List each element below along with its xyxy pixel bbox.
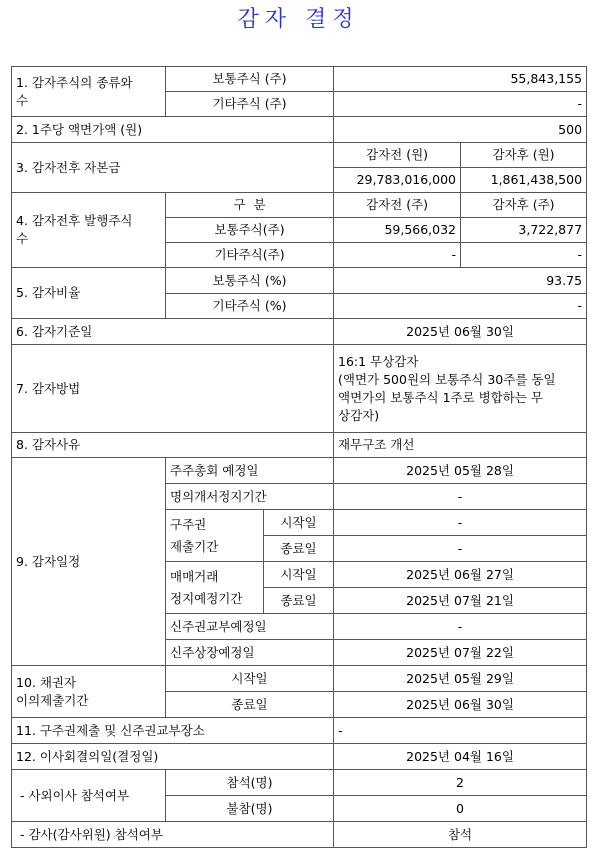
row9-suspend-value: -: [334, 484, 587, 510]
row2-value: 500: [334, 117, 587, 143]
row5-common-value: 93.75: [334, 268, 587, 294]
row12-value: 2025년 04월 16일: [334, 744, 587, 770]
row9-cert-start-label: 시작일: [264, 510, 334, 536]
row5-other-label: 기타주식 (%): [166, 294, 334, 319]
auditor-value: 참석: [334, 822, 587, 848]
row9-trade-label: 매매거래 정지예정기간: [166, 562, 264, 614]
row12-label: 12. 이사회결의일(결정일): [12, 744, 334, 770]
row4-label: 4. 감자전후 발행주식 수: [12, 193, 166, 268]
row7-value: 16:1 무상감자 (액면가 500원의 보통주식 30주를 동일 액면가의 보통주식 1주로 병합하는 무 상감자): [334, 345, 587, 433]
row9-cert-label: 구주권 제출기간: [166, 510, 264, 562]
row9-listing-value: 2025년 07월 22일: [334, 640, 587, 666]
row9-newcert-label: 신주권교부예정일: [166, 614, 334, 640]
row9-trade-start-value: 2025년 06월 27일: [334, 562, 587, 588]
outside-attend-value: 2: [334, 770, 587, 796]
row3-before-header: 감자전 (원): [334, 143, 461, 168]
row9-cert-end-label: 종료일: [264, 536, 334, 562]
row9-suspend-label: 명의개서정지기간: [166, 484, 334, 510]
row1-common-label: 보통주식 (주): [166, 67, 334, 92]
row3-before-value: 29,783,016,000: [334, 168, 461, 193]
row6-value: 2025년 06월 30일: [334, 319, 587, 345]
reduction-table: [11, 66, 587, 848]
outside-attend-label: 참석(명): [166, 770, 334, 796]
row9-trade-end-label: 종료일: [264, 588, 334, 614]
row5-label: 5. 감자비율: [12, 268, 166, 319]
row9-trade-start-label: 시작일: [264, 562, 334, 588]
row9-label: 9. 감자일정: [12, 458, 166, 666]
outside-absent-value: 0: [334, 796, 587, 822]
row10-end-value: 2025년 06월 30일: [334, 692, 587, 718]
auditor-label: - 감사(감사위원) 참석여부: [12, 822, 334, 848]
row5-common-label: 보통주식 (%): [166, 268, 334, 294]
row8-value: 재무구조 개선: [334, 433, 587, 458]
row1-other-label: 기타주식 (주): [166, 92, 334, 117]
row4-other-after: -: [461, 243, 587, 268]
row5-other-value: -: [334, 294, 587, 319]
row1-common-value: 55,843,155: [334, 67, 587, 92]
row9-newcert-value: -: [334, 614, 587, 640]
row10-end-label: 종료일: [166, 692, 334, 718]
row11-label: 11. 구주권제출 및 신주권교부장소: [12, 718, 334, 744]
row9-listing-label: 신주상장예정일: [166, 640, 334, 666]
row3-after-header: 감자후 (원): [461, 143, 587, 168]
row10-label: 10. 채권자 이의제출기간: [12, 666, 166, 718]
row4-common-after: 3,722,877: [461, 218, 587, 243]
outside-director-label: - 사외이사 참석여부: [12, 770, 166, 822]
row7-label: 7. 감자방법: [12, 345, 334, 433]
row9-cert-start-value: -: [334, 510, 587, 536]
row10-start-label: 시작일: [166, 666, 334, 692]
row4-before-header: 감자전 (주): [334, 193, 461, 218]
row4-other-label: 기타주식(주): [166, 243, 334, 268]
row3-after-value: 1,861,438,500: [461, 168, 587, 193]
page-title: 감자 결정: [237, 7, 360, 32]
row1-label: 1. 감자주식의 종류와 수: [12, 67, 166, 117]
row9-meeting-label: 주주총회 예정일: [166, 458, 334, 484]
row9-meeting-value: 2025년 05월 28일: [334, 458, 587, 484]
row11-value: -: [334, 718, 587, 744]
row6-label: 6. 감자기준일: [12, 319, 334, 345]
row4-after-header: 감자후 (주): [461, 193, 587, 218]
outside-absent-label: 불참(명): [166, 796, 334, 822]
row4-common-label: 보통주식(주): [166, 218, 334, 243]
row4-gubun-header: 구 분: [166, 193, 334, 218]
row10-start-value: 2025년 05월 29일: [334, 666, 587, 692]
row2-label: 2. 1주당 액면가액 (원): [12, 117, 334, 143]
row4-other-before: -: [334, 243, 461, 268]
row1-other-value: -: [334, 92, 587, 117]
row9-cert-end-value: -: [334, 536, 587, 562]
row8-label: 8. 감자사유: [12, 433, 334, 458]
row4-common-before: 59,566,032: [334, 218, 461, 243]
row3-label: 3. 감자전후 자본금: [12, 143, 334, 193]
row9-trade-end-value: 2025년 07월 21일: [334, 588, 587, 614]
